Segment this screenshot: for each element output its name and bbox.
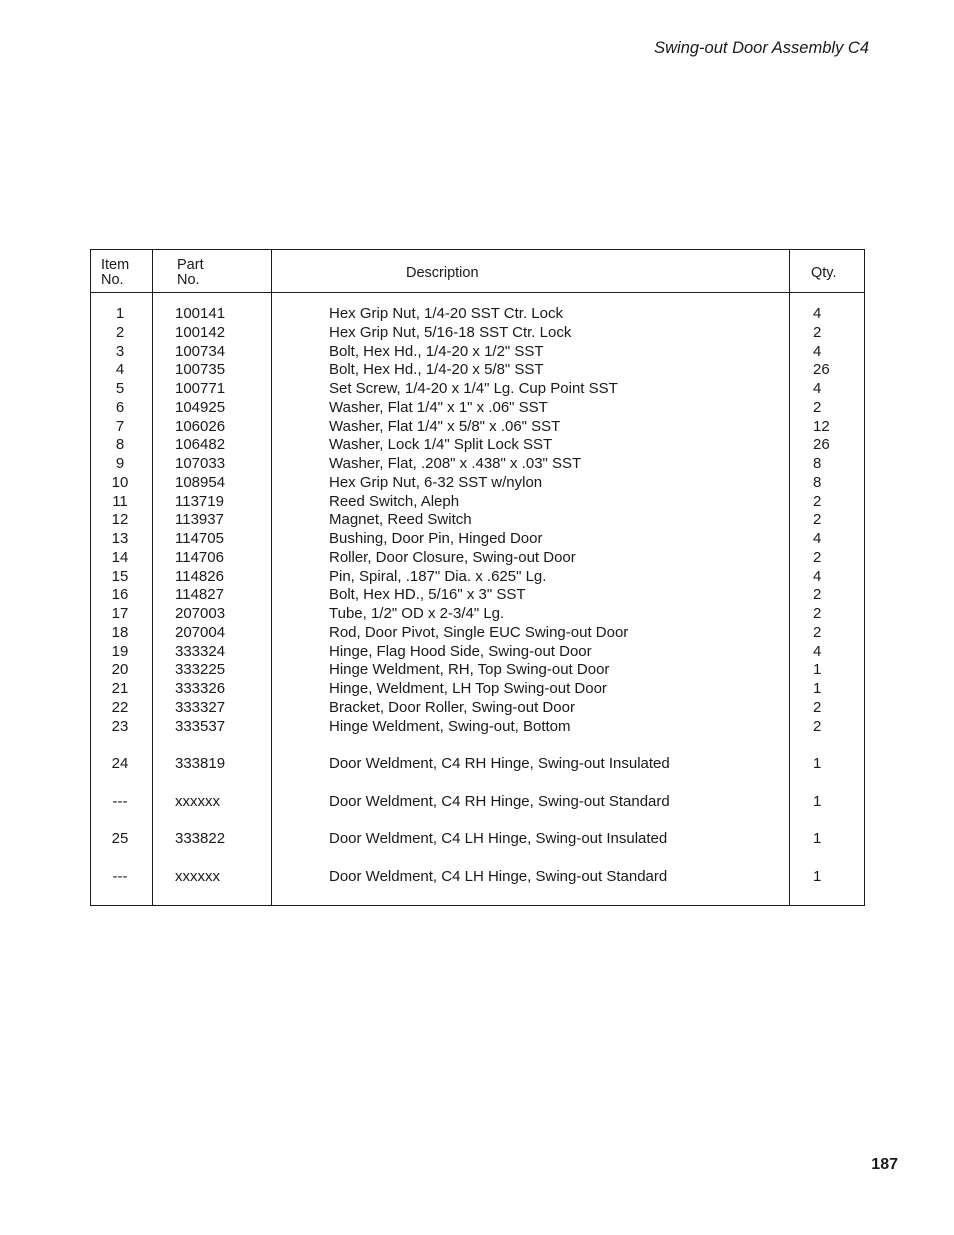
item-no-cell: 18 bbox=[111, 623, 129, 641]
qty-cell: 4 bbox=[813, 305, 822, 322]
description-cell: Door Weldment, C4 RH Hinge, Swing-out Insulated bbox=[329, 755, 670, 772]
column-header-qty: Qty. bbox=[811, 265, 837, 281]
part-no-cell: 106026 bbox=[175, 417, 226, 435]
qty-cell: 26 bbox=[813, 361, 830, 379]
qty-cell: 4 bbox=[813, 530, 822, 547]
description-cell: Door Weldment, C4 LH Hinge, Swing-out Insulated bbox=[329, 830, 668, 847]
page-number: 187 bbox=[871, 1156, 898, 1173]
qty-cell: 4 bbox=[813, 342, 822, 360]
table-row bbox=[91, 624, 864, 643]
table-row bbox=[91, 549, 864, 568]
qty-cell: 2 bbox=[813, 398, 822, 416]
qty-cell: 2 bbox=[813, 717, 822, 735]
part-no-cell: 333822 bbox=[175, 830, 226, 847]
qty-cell: 2 bbox=[813, 623, 822, 641]
item-no-cell: 4 bbox=[115, 361, 125, 379]
item-no-cell: 6 bbox=[115, 398, 125, 416]
part-no-cell: 113719 bbox=[175, 492, 224, 510]
qty-cell: 1 bbox=[813, 661, 822, 679]
column-header-part-line1: Part bbox=[177, 257, 204, 273]
qty-cell: 1 bbox=[813, 792, 822, 810]
parts-list-table bbox=[90, 249, 865, 906]
description-cell: Washer, Lock 1/4" Split Lock SST bbox=[329, 436, 553, 454]
qty-cell: 2 bbox=[813, 323, 822, 341]
part-no-cell: 100142 bbox=[175, 323, 226, 341]
qty-cell: 12 bbox=[813, 417, 830, 435]
description-cell: Set Screw, 1/4-20 x 1/4" Lg. Cup Point SST bbox=[329, 380, 618, 397]
table-row bbox=[91, 305, 864, 324]
table-row bbox=[91, 511, 864, 530]
item-no-cell: 23 bbox=[111, 717, 129, 735]
item-no-cell: 25 bbox=[111, 830, 129, 847]
item-no-cell: 16 bbox=[111, 586, 129, 604]
part-no-cell: 207004 bbox=[175, 623, 226, 641]
column-header-description: Description bbox=[406, 265, 479, 281]
description-cell: Bracket, Door Roller, Swing-out Door bbox=[329, 698, 575, 716]
column-header-item-line2: No. bbox=[101, 272, 124, 288]
qty-cell: 4 bbox=[813, 567, 822, 585]
item-no-cell: 22 bbox=[111, 698, 129, 716]
item-no-cell: 15 bbox=[111, 567, 129, 585]
part-no-cell: 333324 bbox=[175, 642, 226, 660]
part-no-cell: 104925 bbox=[175, 398, 226, 416]
qty-cell: 1 bbox=[813, 755, 822, 772]
item-no-cell: 9 bbox=[115, 455, 125, 472]
item-no-cell: 24 bbox=[111, 755, 129, 772]
table-row bbox=[91, 474, 864, 493]
qty-cell: 1 bbox=[813, 830, 822, 847]
part-no-cell: 108954 bbox=[175, 473, 226, 491]
table-row bbox=[91, 530, 864, 549]
part-no-cell: 114827 bbox=[175, 586, 224, 604]
table-row bbox=[91, 380, 864, 399]
part-no-cell: 114706 bbox=[175, 548, 224, 566]
part-no-cell: 333537 bbox=[175, 717, 226, 735]
description-cell: Reed Switch, Aleph bbox=[329, 492, 460, 510]
part-no-cell: 114826 bbox=[175, 567, 224, 585]
item-no-cell: 10 bbox=[111, 473, 129, 491]
part-no-cell: 333327 bbox=[175, 698, 226, 716]
table-row bbox=[91, 680, 864, 699]
qty-cell: 2 bbox=[813, 586, 822, 604]
description-cell: Magnet, Reed Switch bbox=[329, 511, 472, 529]
table-row bbox=[91, 605, 864, 624]
qty-cell: 1 bbox=[813, 680, 822, 697]
part-no-cell: xxxxxx bbox=[175, 792, 220, 810]
item-no-cell: 17 bbox=[111, 605, 129, 622]
item-no-cell: 5 bbox=[115, 380, 125, 397]
item-no-cell: --- bbox=[112, 792, 128, 810]
description-cell: Roller, Door Closure, Swing-out Door bbox=[329, 548, 576, 566]
qty-cell: 4 bbox=[813, 642, 822, 660]
description-cell: Washer, Flat, .208" x .438" x .03" SST bbox=[329, 455, 582, 472]
item-no-cell: 14 bbox=[111, 548, 129, 566]
column-header-item-no bbox=[101, 258, 129, 288]
table-row bbox=[91, 361, 864, 380]
item-no-cell: 1 bbox=[115, 305, 125, 322]
description-cell: Door Weldment, C4 RH Hinge, Swing-out Standard bbox=[329, 792, 670, 810]
description-cell: Bolt, Hex Hd., 1/4-20 x 5/8" SST bbox=[329, 361, 544, 379]
item-no-cell: 8 bbox=[115, 436, 125, 454]
item-no-cell: 12 bbox=[111, 511, 129, 529]
qty-cell: 2 bbox=[813, 492, 822, 510]
part-no-cell: 100771 bbox=[175, 380, 226, 397]
part-no-cell: 333819 bbox=[175, 755, 226, 772]
description-cell: Pin, Spiral, .187" Dia. x .625" Lg. bbox=[329, 567, 547, 585]
item-no-cell: 3 bbox=[115, 342, 125, 360]
table-row bbox=[91, 493, 864, 512]
part-no-cell: 107033 bbox=[175, 455, 226, 472]
part-no-cell: 106482 bbox=[175, 436, 226, 454]
column-header-item-line1: Item bbox=[101, 257, 130, 273]
qty-cell: 8 bbox=[813, 455, 822, 472]
parts-table-body bbox=[91, 305, 864, 886]
table-row bbox=[91, 793, 864, 812]
item-no-cell: 20 bbox=[111, 661, 129, 679]
table-row bbox=[91, 661, 864, 680]
part-no-cell: 333225 bbox=[175, 661, 226, 679]
item-no-cell: 11 bbox=[112, 492, 128, 510]
description-cell: Hinge Weldment, RH, Top Swing-out Door bbox=[329, 661, 610, 679]
table-row bbox=[91, 399, 864, 418]
part-no-cell: 100735 bbox=[175, 361, 226, 379]
table-row bbox=[91, 418, 864, 437]
header-divider bbox=[91, 292, 864, 293]
part-no-cell: 207003 bbox=[175, 605, 226, 622]
description-cell: Tube, 1/2" OD x 2-3/4" Lg. bbox=[329, 605, 505, 622]
page-header-title: Swing-out Door Assembly C4 bbox=[654, 39, 869, 57]
table-row bbox=[91, 718, 864, 737]
qty-cell: 4 bbox=[813, 380, 822, 397]
part-no-cell: 100141 bbox=[175, 305, 226, 322]
table-row bbox=[91, 868, 864, 887]
table-row bbox=[91, 830, 864, 849]
qty-cell: 2 bbox=[813, 605, 822, 622]
part-no-cell: xxxxxx bbox=[175, 867, 220, 885]
qty-cell: 2 bbox=[813, 698, 822, 716]
description-cell: Washer, Flat 1/4" x 5/8" x .06" SST bbox=[329, 417, 561, 435]
part-no-cell: 113937 bbox=[175, 511, 224, 529]
item-no-cell: 2 bbox=[115, 323, 125, 341]
qty-cell: 2 bbox=[813, 511, 822, 529]
qty-cell: 2 bbox=[813, 548, 822, 566]
table-row bbox=[91, 455, 864, 474]
description-cell: Bolt, Hex Hd., 1/4-20 x 1/2" SST bbox=[329, 342, 544, 360]
qty-cell: 8 bbox=[813, 473, 822, 491]
table-row bbox=[91, 755, 864, 774]
description-cell: Hinge, Flag Hood Side, Swing-out Door bbox=[329, 642, 592, 660]
description-cell: Rod, Door Pivot, Single EUC Swing-out Door bbox=[329, 623, 629, 641]
column-header-part-no bbox=[177, 258, 204, 288]
table-row bbox=[91, 436, 864, 455]
item-no-cell: 13 bbox=[111, 530, 129, 547]
qty-cell: 26 bbox=[813, 436, 830, 454]
table-row bbox=[91, 343, 864, 362]
table-row bbox=[91, 324, 864, 343]
item-no-cell: 21 bbox=[111, 680, 129, 697]
part-no-cell: 333326 bbox=[175, 680, 226, 697]
description-cell: Door Weldment, C4 LH Hinge, Swing-out Standard bbox=[329, 867, 668, 885]
table-row bbox=[91, 568, 864, 587]
column-header-part-line2: No. bbox=[177, 272, 200, 288]
part-no-cell: 100734 bbox=[175, 342, 226, 360]
description-cell: Hex Grip Nut, 1/4-20 SST Ctr. Lock bbox=[329, 305, 563, 322]
item-no-cell: --- bbox=[112, 867, 128, 885]
table-row bbox=[91, 586, 864, 605]
description-cell: Hex Grip Nut, 5/16-18 SST Ctr. Lock bbox=[329, 323, 572, 341]
description-cell: Hex Grip Nut, 6-32 SST w/nylon bbox=[329, 473, 543, 491]
description-cell: Washer, Flat 1/4" x 1" x .06" SST bbox=[329, 398, 548, 416]
part-no-cell: 114705 bbox=[175, 530, 224, 547]
description-cell: Bushing, Door Pin, Hinged Door bbox=[329, 530, 543, 547]
qty-cell: 1 bbox=[813, 867, 822, 885]
description-cell: Hinge, Weldment, LH Top Swing-out Door bbox=[329, 680, 607, 697]
table-row bbox=[91, 643, 864, 662]
item-no-cell: 7 bbox=[115, 417, 125, 435]
description-cell: Bolt, Hex HD., 5/16" x 3" SST bbox=[329, 586, 526, 604]
description-cell: Hinge Weldment, Swing-out, Bottom bbox=[329, 717, 571, 735]
table-row bbox=[91, 699, 864, 718]
item-no-cell: 19 bbox=[111, 642, 129, 660]
